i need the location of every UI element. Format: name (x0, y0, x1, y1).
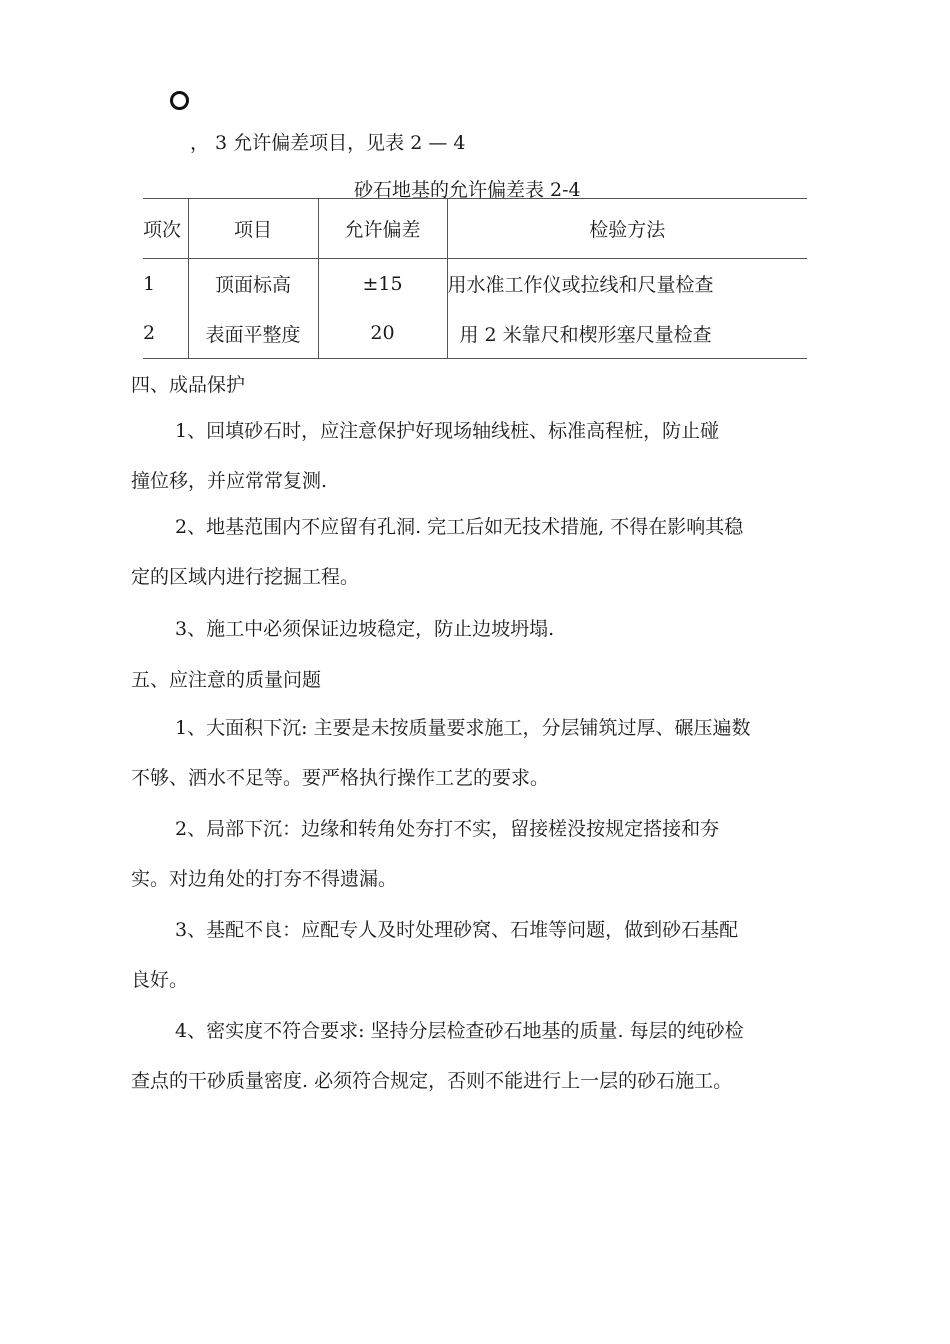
paragraph-line: 3、基配不良：应配专人及时处理砂窝、石堆等问题，做到砂石基配 (175, 919, 739, 941)
bullet-circle-icon (170, 91, 189, 110)
intro-line: ， 3 允许偏差项目，见表 2 — 4 (190, 132, 466, 154)
paragraph-line: 4、密实度不符合要求: 坚持分层检查砂石地基的质量. 每层的纯砂检 (175, 1020, 744, 1042)
paragraph-line: 不够、洒水不足等。要严格执行操作工艺的要求。 (131, 767, 550, 789)
paragraph (131, 703, 823, 803)
cell-tolerance: ±15 (318, 259, 447, 309)
paragraph-line: 1、回填砂石时，应注意保护好现场轴线桩、标准高程桩，防止碰 (175, 420, 720, 442)
header-tolerance: 允许偏差 (318, 199, 447, 259)
table-header-row (143, 199, 807, 259)
table-row (143, 259, 807, 309)
table-row (143, 309, 807, 359)
paragraph (131, 905, 823, 1005)
cell-method: 用水准工作仪或拉线和尺量检查 (447, 259, 807, 309)
paragraph (131, 406, 823, 506)
paragraph (131, 604, 823, 654)
paragraph-line: 2、局部下沉：边缘和转角处夯打不实，留接槎没按规定搭接和夯 (175, 818, 720, 840)
paragraph-line: 3、施工中必须保证边坡稳定，防止边坡坍塌. (175, 618, 555, 640)
tolerance-table (143, 198, 807, 359)
section-heading-quality-issues: 五、应注意的质量问题 (131, 669, 322, 691)
header-method: 检验方法 (447, 199, 807, 259)
paragraph-line: 查点的干砂质量密度. 必须符合规定，否则不能进行上一层的砂石施工。 (131, 1070, 733, 1092)
paragraph (131, 502, 823, 602)
header-item: 项目 (188, 199, 318, 259)
table-caption: 砂石地基的允许偏差表 2-4 (354, 179, 581, 201)
cell-item: 顶面标高 (188, 259, 318, 309)
paragraph-line: 定的区域内进行挖掘工程。 (131, 566, 360, 588)
cell-index: 2 (143, 322, 156, 345)
paragraph-line: 良好。 (131, 969, 189, 991)
paragraph (131, 1006, 823, 1106)
paragraph-line: 2、地基范围内不应留有孔洞. 完工后如无技术措施, 不得在影响其稳 (175, 516, 744, 538)
cell-method: 用 2 米靠尺和楔形塞尺量检查 (447, 309, 807, 359)
paragraph-line: 1、大面积下沉: 主要是未按质量要求施工，分层铺筑过厚、碾压遍数 (175, 717, 751, 739)
cell-item: 表面平整度 (188, 309, 318, 359)
paragraph (131, 804, 823, 904)
cell-tolerance: 20 (318, 309, 447, 359)
section-heading-finished-protection: 四、成品保护 (131, 374, 246, 396)
paragraph-line: 实。对边角处的打夯不得遗漏。 (131, 868, 398, 890)
paragraph-line: 撞位移，并应常常复测. (131, 470, 328, 492)
cell-index: 1 (143, 272, 156, 295)
header-index: 项次 (143, 199, 188, 259)
